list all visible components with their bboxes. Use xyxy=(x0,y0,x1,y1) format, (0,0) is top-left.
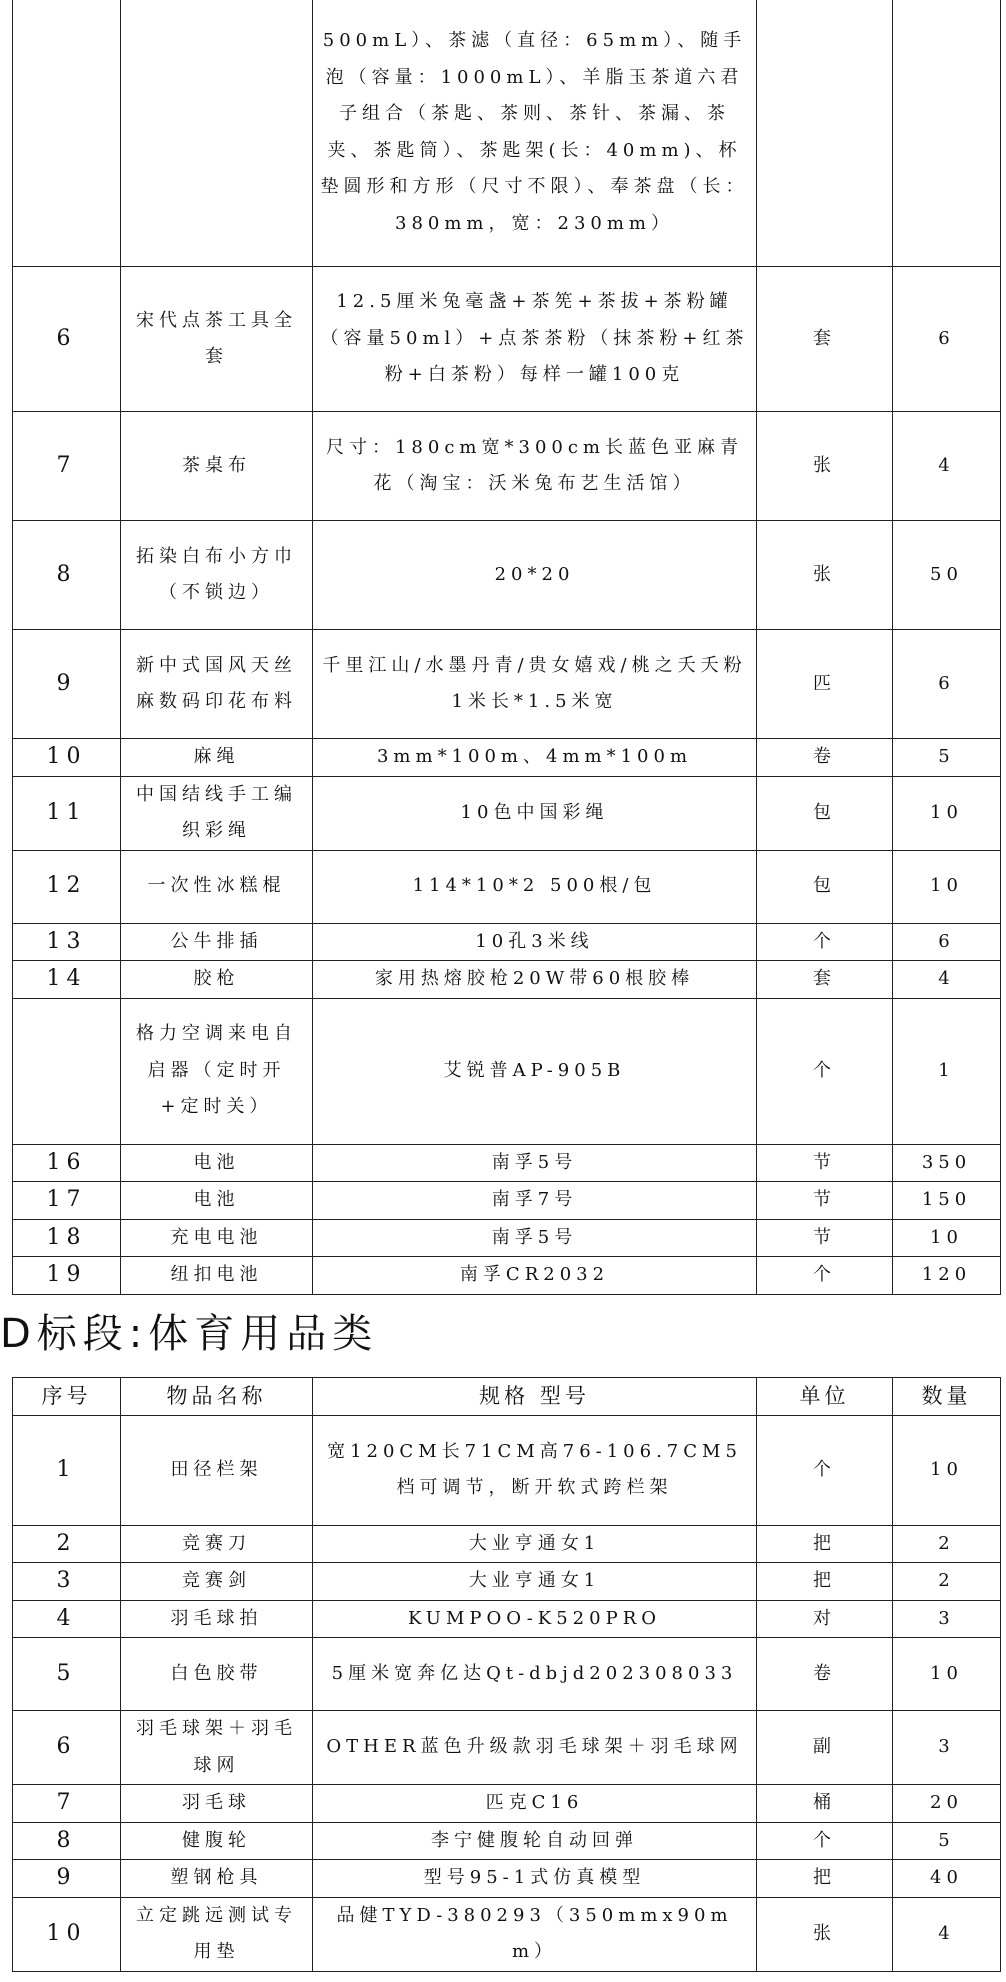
table-row xyxy=(13,739,1001,777)
item-spec: 型号95-1式仿真模型 xyxy=(313,1860,757,1898)
item-name: 塑钢枪具 xyxy=(121,1860,313,1898)
item-unit: 套 xyxy=(757,961,893,999)
table-row xyxy=(13,1257,1001,1295)
item-spec: 李宁健腹轮自动回弹 xyxy=(313,1822,757,1860)
row-number xyxy=(13,0,121,267)
item-unit: 把 xyxy=(757,1860,893,1898)
item-name: 电池 xyxy=(121,1144,313,1182)
item-spec: 南孚5号 xyxy=(313,1144,757,1182)
table-c-continued xyxy=(12,0,1001,1295)
item-name: 羽毛球拍 xyxy=(121,1600,313,1638)
item-unit: 节 xyxy=(757,1182,893,1220)
item-unit: 套 xyxy=(757,267,893,412)
table-row xyxy=(13,1525,1001,1563)
item-qty: 4 xyxy=(893,1897,1001,1971)
item-unit: 卷 xyxy=(757,739,893,777)
row-number: 6 xyxy=(13,267,121,412)
item-name: 充电电池 xyxy=(121,1219,313,1257)
item-spec: OTHER蓝色升级款羽毛球架＋羽毛球网 xyxy=(313,1711,757,1785)
table-header-row xyxy=(13,1378,1001,1416)
table-row xyxy=(13,412,1001,521)
table-row xyxy=(13,1785,1001,1823)
header-qty: 数量 xyxy=(893,1378,1001,1416)
item-spec: 20*20 xyxy=(313,521,757,630)
item-spec: 500mL）、茶滤（直径：65mm）、随手泡（容量：1000mL）、羊脂玉茶道六君子组合（茶匙、茶则、茶针、茶漏、茶夹、茶匙筒）、茶匙架(长：40mm)、杯垫圆形和方形（尺寸不限）、奉茶盘（长：380mm，宽：230mm） xyxy=(313,0,757,267)
item-unit: 节 xyxy=(757,1219,893,1257)
table-row xyxy=(13,0,1001,267)
item-qty: 20 xyxy=(893,1785,1001,1823)
item-qty: 10 xyxy=(893,1638,1001,1711)
item-unit: 张 xyxy=(757,412,893,521)
item-spec: 5厘米宽奔亿达Qt-dbjd202308033 xyxy=(313,1638,757,1711)
table-row xyxy=(13,630,1001,739)
item-qty: 40 xyxy=(893,1860,1001,1898)
item-unit xyxy=(757,0,893,267)
table-row xyxy=(13,998,1001,1144)
item-name: 一次性冰糕棍 xyxy=(121,850,313,923)
table-row xyxy=(13,1711,1001,1785)
item-qty xyxy=(893,0,1001,267)
item-qty: 10 xyxy=(893,776,1001,850)
item-qty: 10 xyxy=(893,850,1001,923)
item-qty: 5 xyxy=(893,739,1001,777)
item-name: 田径栏架 xyxy=(121,1415,313,1525)
item-qty: 1 xyxy=(893,998,1001,1144)
table-row xyxy=(13,1219,1001,1257)
item-unit: 卷 xyxy=(757,1638,893,1711)
row-number: 5 xyxy=(13,1638,121,1711)
row-number: 16 xyxy=(13,1144,121,1182)
item-name xyxy=(121,0,313,267)
item-unit: 匹 xyxy=(757,630,893,739)
row-number: 17 xyxy=(13,1182,121,1220)
table-row xyxy=(13,1182,1001,1220)
item-qty: 50 xyxy=(893,521,1001,630)
item-qty: 120 xyxy=(893,1257,1001,1295)
row-number: 8 xyxy=(13,521,121,630)
item-qty: 4 xyxy=(893,412,1001,521)
item-spec: 大业亨通女1 xyxy=(313,1525,757,1563)
table-row xyxy=(13,923,1001,961)
item-spec: 大业亨通女1 xyxy=(313,1563,757,1601)
item-qty: 2 xyxy=(893,1563,1001,1601)
item-name: 中国结线手工编织彩绳 xyxy=(121,776,313,850)
item-spec: 匹克C16 xyxy=(313,1785,757,1823)
item-name: 立定跳远测试专用垫 xyxy=(121,1897,313,1971)
item-qty: 2 xyxy=(893,1525,1001,1563)
item-name: 公牛排插 xyxy=(121,923,313,961)
table-row xyxy=(13,1822,1001,1860)
item-name: 电池 xyxy=(121,1182,313,1220)
row-number: 19 xyxy=(13,1257,121,1295)
item-name: 纽扣电池 xyxy=(121,1257,313,1295)
item-name: 胶枪 xyxy=(121,961,313,999)
table-row xyxy=(13,267,1001,412)
item-name: 拓染白布小方巾（不锁边） xyxy=(121,521,313,630)
item-name: 健腹轮 xyxy=(121,1822,313,1860)
row-number: 9 xyxy=(13,630,121,739)
table-row xyxy=(13,1563,1001,1601)
item-name: 羽毛球架＋羽毛球网 xyxy=(121,1711,313,1785)
item-qty: 4 xyxy=(893,961,1001,999)
item-unit: 个 xyxy=(757,998,893,1144)
item-spec: 南孚7号 xyxy=(313,1182,757,1220)
item-unit: 对 xyxy=(757,1600,893,1638)
table-row xyxy=(13,1638,1001,1711)
item-qty: 3 xyxy=(893,1600,1001,1638)
item-name: 羽毛球 xyxy=(121,1785,313,1823)
table-row xyxy=(13,1144,1001,1182)
row-number: 1 xyxy=(13,1415,121,1525)
item-qty: 6 xyxy=(893,267,1001,412)
header-spec: 规格 型号 xyxy=(313,1378,757,1416)
item-spec: 品健TYD-380293（350mmx90mm） xyxy=(313,1897,757,1971)
item-unit: 把 xyxy=(757,1525,893,1563)
row-number: 2 xyxy=(13,1525,121,1563)
table-row xyxy=(13,1897,1001,1971)
item-unit: 个 xyxy=(757,1257,893,1295)
row-number: 10 xyxy=(13,1897,121,1971)
row-number: 13 xyxy=(13,923,121,961)
item-spec: 南孚CR2032 xyxy=(313,1257,757,1295)
item-qty: 350 xyxy=(893,1144,1001,1182)
item-unit: 张 xyxy=(757,1897,893,1971)
item-qty: 150 xyxy=(893,1182,1001,1220)
table-row xyxy=(13,776,1001,850)
row-number: 3 xyxy=(13,1563,121,1601)
table-row xyxy=(13,961,1001,999)
table-d-sports xyxy=(12,1377,1001,1972)
row-number: 14 xyxy=(13,961,121,999)
table-row xyxy=(13,1415,1001,1525)
item-spec: 114*10*2 500根/包 xyxy=(313,850,757,923)
row-number: 7 xyxy=(13,1785,121,1823)
row-number: 9 xyxy=(13,1860,121,1898)
table-row xyxy=(13,1600,1001,1638)
item-unit: 桶 xyxy=(757,1785,893,1823)
item-unit: 副 xyxy=(757,1711,893,1785)
row-number: 18 xyxy=(13,1219,121,1257)
item-spec: 10色中国彩绳 xyxy=(313,776,757,850)
item-unit: 张 xyxy=(757,521,893,630)
header-name: 物品名称 xyxy=(121,1378,313,1416)
section-d-title: D标段:体育用品类 xyxy=(0,1311,379,1357)
item-unit: 包 xyxy=(757,776,893,850)
item-unit: 个 xyxy=(757,1822,893,1860)
item-unit: 个 xyxy=(757,1415,893,1525)
row-number: 7 xyxy=(13,412,121,521)
item-spec: 千里江山/水墨丹青/贵女嬉戏/桃之夭夭粉1米长*1.5米宽 xyxy=(313,630,757,739)
item-spec: 12.5厘米兔毫盏+茶筅+茶拔+茶粉罐（容量50ml）+点茶茶粉（抹茶粉+红茶粉+白茶粉）每样一罐100克 xyxy=(313,267,757,412)
item-spec: KUMPOO-K520PRO xyxy=(313,1600,757,1638)
item-spec: 艾锐普AP-905B xyxy=(313,998,757,1144)
row-number: 4 xyxy=(13,1600,121,1638)
row-number: 8 xyxy=(13,1822,121,1860)
item-unit: 个 xyxy=(757,923,893,961)
item-spec: 南孚5号 xyxy=(313,1219,757,1257)
item-name: 麻绳 xyxy=(121,739,313,777)
row-number: 6 xyxy=(13,1711,121,1785)
header-number: 序号 xyxy=(13,1378,121,1416)
item-spec: 3mm*100m、4mm*100m xyxy=(313,739,757,777)
item-qty: 3 xyxy=(893,1711,1001,1785)
item-name: 宋代点茶工具全套 xyxy=(121,267,313,412)
item-unit: 包 xyxy=(757,850,893,923)
item-qty: 5 xyxy=(893,1822,1001,1860)
item-qty: 10 xyxy=(893,1415,1001,1525)
table-row xyxy=(13,850,1001,923)
header-unit: 单位 xyxy=(757,1378,893,1416)
row-number xyxy=(13,998,121,1144)
item-spec: 尺寸：180cm宽*300cm长蓝色亚麻青花（淘宝：沃米兔布艺生活馆） xyxy=(313,412,757,521)
item-qty: 6 xyxy=(893,630,1001,739)
item-name: 茶桌布 xyxy=(121,412,313,521)
item-name: 竞赛剑 xyxy=(121,1563,313,1601)
row-number: 10 xyxy=(13,739,121,777)
item-qty: 10 xyxy=(893,1219,1001,1257)
table-row xyxy=(13,521,1001,630)
item-spec: 10孔3米线 xyxy=(313,923,757,961)
row-number: 11 xyxy=(13,776,121,850)
item-name: 白色胶带 xyxy=(121,1638,313,1711)
item-qty: 6 xyxy=(893,923,1001,961)
item-name: 新中式国风天丝麻数码印花布料 xyxy=(121,630,313,739)
item-name: 格力空调来电自启器（定时开+定时关） xyxy=(121,998,313,1144)
item-spec: 宽120CM长71CM高76-106.7CM5档可调节，断开软式跨栏架 xyxy=(313,1415,757,1525)
row-number: 12 xyxy=(13,850,121,923)
item-unit: 节 xyxy=(757,1144,893,1182)
item-name: 竞赛刀 xyxy=(121,1525,313,1563)
item-spec: 家用热熔胶枪20W带60根胶棒 xyxy=(313,961,757,999)
table-row xyxy=(13,1860,1001,1898)
item-unit: 把 xyxy=(757,1563,893,1601)
